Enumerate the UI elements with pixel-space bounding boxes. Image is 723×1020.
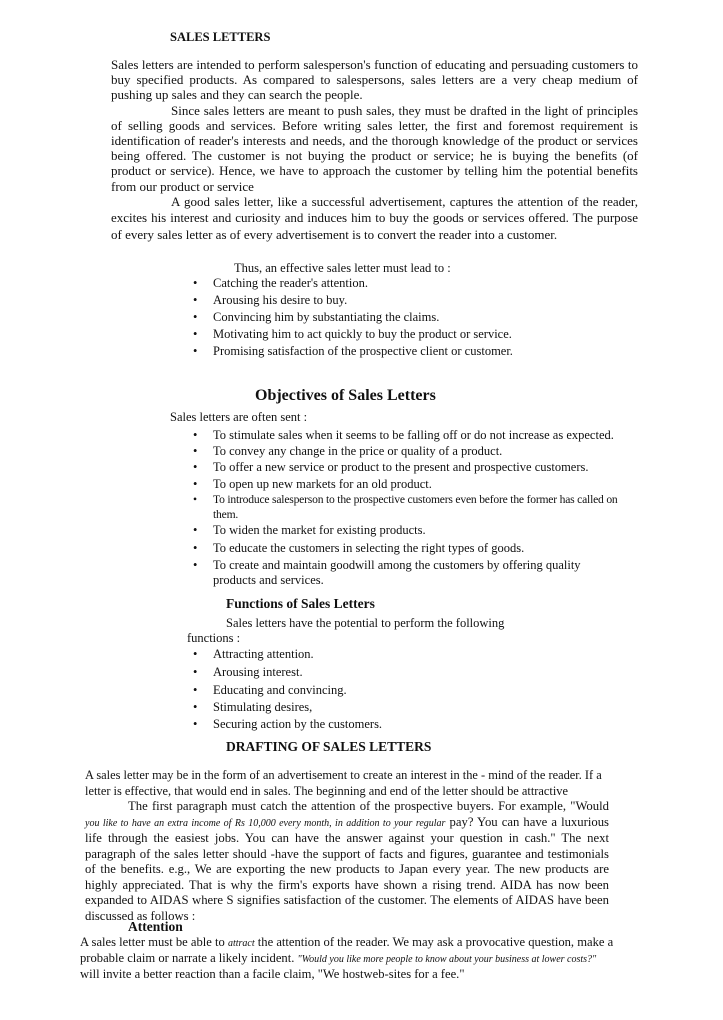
list-item: • Convincing him by substantiating the claims.	[193, 310, 613, 325]
list-item: • To open up new markets for an old product.	[193, 477, 633, 492]
list-item: • Promising satisfaction of the prospective client or customer.	[193, 344, 613, 359]
drafting-text-a: The first paragraph must catch the attention of the prospective buyers. For example, "Would	[128, 799, 609, 813]
list-item: • To stimulate sales when it seems to be falling off or do not increase as expected.	[193, 428, 633, 443]
intro-lead: Thus, an effective sales letter must lead to :	[234, 261, 451, 275]
drafting-example-quote: you like to have an extra income of Rs 10,000 every month, in addition to your regular	[85, 817, 446, 829]
attention-quote: "Would you like more people to know about your business at lower costs?"	[297, 954, 597, 966]
list-item: • To widen the market for existing products.	[193, 523, 633, 538]
drafting-paragraph-1: A sales letter may be in the form of an advertisement to create an interest in the - mind of the reader. If a letter is effective, that would end in sales. The beginning and end of the letter should be attractive	[85, 768, 602, 798]
list-item: • Attracting attention.	[193, 647, 593, 662]
attention-heading: Attention	[128, 919, 183, 934]
list-item: • To offer a new service or product to the present and prospective customers.	[193, 460, 633, 475]
list-item: • Catching the reader's attention.	[193, 276, 613, 291]
attention-text-c: will invite a better reaction than a facile claim, "We hostweb-sites for a fee."	[80, 967, 465, 982]
intro-bullet-list	[193, 276, 613, 359]
intro-paragraph-1: Sales letters are intended to perform salesperson's function of educating and persuading customers to buy specified products. As compared to salespersons, sales letters are a very cheap medium of pushing up sales and they can search the people.	[111, 57, 638, 103]
list-item: • To educate the customers in selecting the right types of goods.	[193, 541, 633, 556]
list-item: • Arousing his desire to buy.	[193, 293, 613, 308]
intro-paragraph-2: Since sales letters are meant to push sales, they must be drafted in the light of principles of selling goods and services. Before writing sales letter, the first and foremost requirement is identification of reader's interests and needs, and the thorough knowledge of the product or services being offered. The customer is not buying the product or service; he is buying the benefits (of product or service). Hence, we have to approach the customer by telling him the potential benefits from our product or service	[111, 102, 638, 194]
attention-section	[80, 935, 614, 983]
drafting-paragraph-2	[85, 799, 609, 924]
functions-lead-cont: functions :	[187, 631, 241, 645]
objectives-bullet-list	[193, 428, 633, 588]
list-item: • Motivating him to act quickly to buy the product or service.	[193, 327, 613, 342]
list-item: • Stimulating desires,	[193, 700, 593, 715]
list-item: • To introduce salesperson to the prospective customers even before the former has called on them.	[193, 492, 633, 522]
functions-heading: Functions of Sales Letters	[226, 596, 375, 611]
page-title: SALES LETTERS	[170, 30, 271, 44]
functions-bullet-list	[193, 647, 593, 732]
intro-paragraph-3: A good sales letter, like a successful advertisement, captures the attention of the reader, excites his interest and curiosity and induces him to buy the goods or services offered. The purpose of every sales letter as of every advertisement is to convert the reader into a customer.	[111, 193, 638, 242]
list-item: • Securing action by the customers.	[193, 717, 593, 732]
list-item: • To convey any change in the price or quality of a product.	[193, 444, 633, 459]
attention-paragraph	[80, 935, 614, 983]
drafting-text-b: pay? You can have a luxurious life through the easiest jobs. You can have the answer against your question in cash." The next paragraph of the sales letter should -have the support of facts and figures, guarantee and testimonials of the benefits. e.g., We are exporting the new products to Japan every year. The new products are highly appreciated. That is why the firm's exports have shown a rising trend. AIDA has now been expanded to AIDAS where S signifies satisfaction of the customer. The elements of AIDAS have been discussed as follows :	[85, 814, 609, 923]
functions-lead: Sales letters have the potential to perform the following	[226, 616, 505, 630]
attention-emphasis: attract	[227, 938, 255, 949]
attention-text-a: A sales letter must be able to	[80, 935, 225, 949]
intro-section	[111, 57, 638, 243]
objectives-lead: Sales letters are often sent :	[170, 410, 308, 424]
objectives-heading: Objectives of Sales Letters	[255, 387, 436, 404]
attention-text-b: the attention of the reader. We may ask a provocative question, make a probable claim or narrate a likely incident.	[80, 935, 614, 966]
list-item: • Arousing interest.	[193, 665, 593, 680]
drafting-heading: DRAFTING OF SALES LETTERS	[226, 739, 432, 754]
drafting-section	[85, 767, 609, 924]
list-item: • Educating and convincing.	[193, 683, 593, 698]
list-item: • To create and maintain goodwill among the customers by offering quality products and services.	[193, 558, 613, 588]
